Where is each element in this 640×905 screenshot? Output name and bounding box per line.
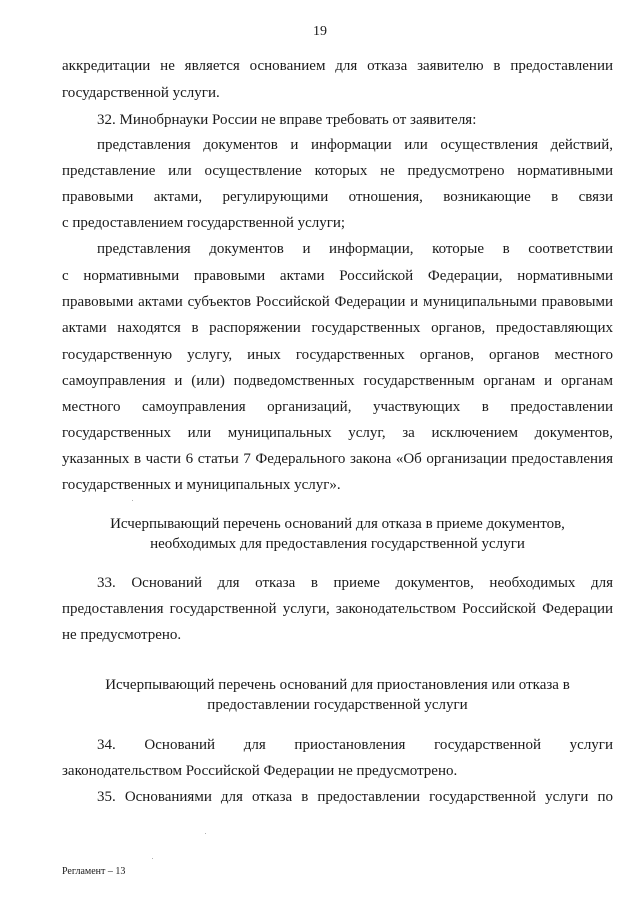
paragraph-line: указанных в части 6 статьи 7 Федерального закона «Об организации предоставления bbox=[62, 451, 613, 467]
paragraph-line: аккредитации не является основанием для отказа заявителю в предоставлении bbox=[62, 58, 613, 74]
paragraph-line: государственных или муниципальных услуг, за исключением документов, bbox=[62, 425, 613, 441]
paragraph-line: представление или осуществление которых не предусмотрено нормативными bbox=[62, 163, 613, 179]
section-heading: Исчерпывающий перечень оснований для отказа в приеме документов, bbox=[110, 516, 565, 532]
scan-speck bbox=[205, 833, 206, 834]
paragraph-line: законодательством Российской Федерации не предусмотрено. bbox=[62, 763, 458, 779]
paragraph-line: представления документов и информации, которые в соответствии bbox=[97, 241, 613, 257]
paragraph-line: с предоставлением государственной услуги; bbox=[62, 215, 346, 231]
paragraph-line: предоставления государственной услуги, законодательством Российской Федерации bbox=[62, 601, 613, 617]
paragraph-line: правовыми актами, регулирующими отношения, возникающие в связи bbox=[62, 189, 613, 205]
paragraph-line: государственную услугу, иных государственных органов, органов местного bbox=[62, 347, 613, 363]
paragraph-line: актами находятся в распоряжении государственных органов, предоставляющих bbox=[62, 320, 613, 336]
page-number: 19 bbox=[313, 24, 327, 39]
paragraph-line: 35. Основаниями для отказа в предоставлении государственной услуги по bbox=[97, 789, 613, 805]
footer-label: Регламент – 13 bbox=[62, 866, 126, 877]
paragraph-line: с нормативными правовыми актами Российской Федерации, нормативными bbox=[62, 268, 613, 284]
scan-speck bbox=[132, 500, 133, 501]
section-heading: необходимых для предоставления государственной услуги bbox=[150, 536, 525, 552]
section-heading: предоставлении государственной услуги bbox=[207, 697, 468, 713]
paragraph-line: 33. Оснований для отказа в приеме документов, необходимых для bbox=[97, 575, 613, 591]
paragraph-line: 32. Минобрнауки России не вправе требовать от заявителя: bbox=[97, 112, 477, 128]
paragraph-line: не предусмотрено. bbox=[62, 627, 182, 643]
paragraph-line: правовыми актами субъектов Российской Федерации и муниципальными правовыми bbox=[62, 294, 613, 310]
scan-speck bbox=[152, 858, 153, 859]
section-heading: Исчерпывающий перечень оснований для приостановления или отказа в bbox=[105, 677, 570, 693]
paragraph-line: государственной услуги. bbox=[62, 85, 220, 101]
paragraph-line: государственных и муниципальных услуг». bbox=[62, 477, 341, 493]
paragraph-line: представления документов и информации или осуществления действий, bbox=[97, 137, 613, 153]
paragraph-line: местного самоуправления организаций, участвующих в предоставлении bbox=[62, 399, 613, 415]
paragraph-line: самоуправления и (или) подведомственных государственным органам и органам bbox=[62, 373, 613, 389]
paragraph-line: 34. Оснований для приостановления государственной услуги bbox=[97, 737, 613, 753]
